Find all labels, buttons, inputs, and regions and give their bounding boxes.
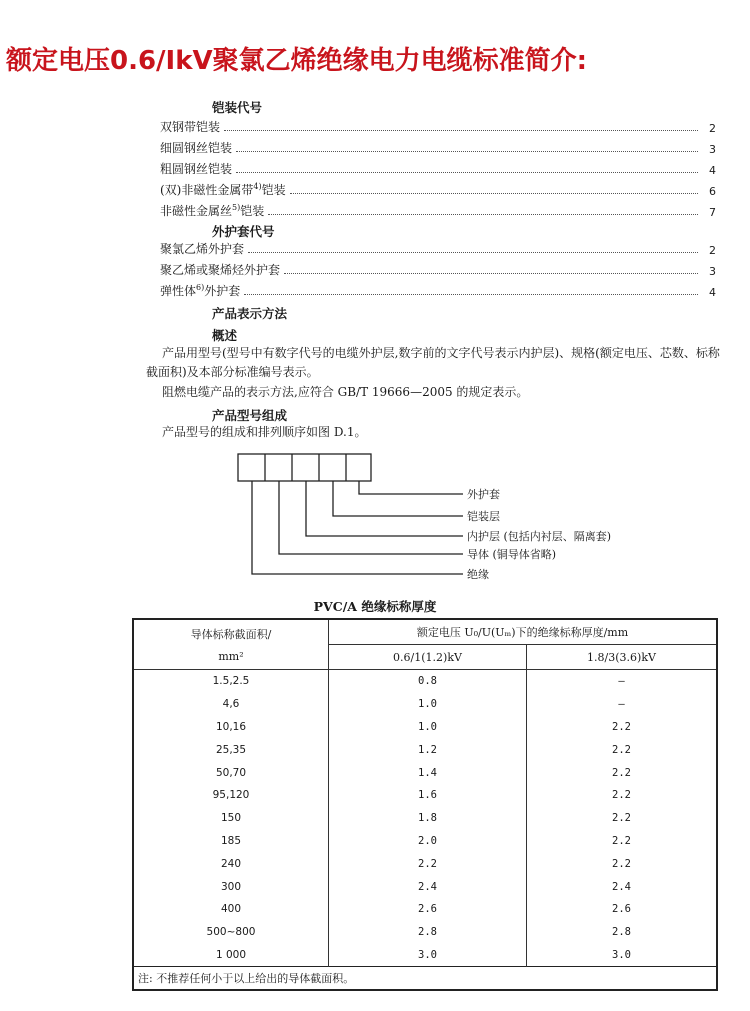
- sheath-item-label: [160, 240, 244, 257]
- cell-thickness-06-1kv: 2.8: [329, 921, 527, 944]
- cell-conductor-area: 500~800: [133, 921, 329, 944]
- armor-item: [160, 159, 716, 177]
- cell-thickness-06-1kv: 2.0: [329, 830, 527, 853]
- armor-item: [160, 180, 716, 198]
- armor-item-code: 3: [709, 143, 716, 156]
- leader-dots: [244, 294, 698, 295]
- sheath-item-text: 弹性体: [160, 284, 197, 298]
- leader-inner-sheath: [306, 481, 463, 536]
- table-row: [133, 784, 717, 807]
- insulation-thickness-table: [132, 618, 718, 991]
- cell-thickness-06-1kv: 2.6: [329, 898, 527, 921]
- armor-item-footnote: 5): [232, 203, 241, 212]
- cell-conductor-area: 4,6: [133, 693, 329, 716]
- cell-thickness-06-1kv: 2.2: [329, 852, 527, 875]
- leader-dots: [268, 214, 698, 215]
- armor-item-text: (双)非磁性金属带: [160, 183, 254, 197]
- sheath-heading: 外护套代号: [212, 224, 275, 239]
- col-conductor-area-header-line2: mm²: [218, 650, 244, 663]
- table-row: [133, 944, 717, 967]
- sheath-item-code: 4: [709, 286, 716, 299]
- armor-item-text: 双钢带铠装: [160, 120, 221, 134]
- cell-thickness-06-1kv: 1.2: [329, 738, 527, 761]
- cell-conductor-area: 1 000: [133, 944, 329, 967]
- model-diagram-lines: [0, 440, 750, 590]
- table-row: [133, 807, 717, 830]
- flame-retardant-paragraph: 阻燃电缆产品的表示方法,应符合 GB/T 19666—2005 的规定表示。: [162, 385, 529, 399]
- model-composition-heading: 产品型号组成: [212, 408, 288, 423]
- armor-item-code: 2: [709, 122, 716, 135]
- table-row: [133, 670, 717, 693]
- cell-conductor-area: 1.5,2.5: [133, 670, 329, 693]
- cell-conductor-area: 25,35: [133, 738, 329, 761]
- armor-item-code: 4: [709, 164, 716, 177]
- sheath-item-code: 3: [709, 265, 716, 278]
- cell-thickness-18-3kv: 2.2: [527, 761, 718, 784]
- cell-thickness-06-1kv: 1.8: [329, 807, 527, 830]
- armor-item-text: 细圆钢丝铠装: [160, 141, 233, 155]
- overview-paragraph: 产品用型号(型号中有数字代号的电缆外护层,数字前的文字代号表示内护层)、规格(额定电压、芯数、标称截面积)及本部分标准编号表示。: [146, 346, 720, 379]
- cell-conductor-area: 300: [133, 875, 329, 898]
- sheath-item-text: 聚乙烯或聚烯烃外护套: [160, 263, 281, 277]
- sheath-item: [160, 260, 716, 278]
- armor-item-text: 非磁性金属丝: [160, 204, 233, 218]
- cell-thickness-18-3kv: 2.8: [527, 921, 718, 944]
- sheath-item-label: [160, 261, 280, 278]
- table-row: [133, 898, 717, 921]
- table-body: [133, 670, 717, 967]
- table-row: [133, 693, 717, 716]
- leader-dots: [248, 252, 698, 253]
- armor-item: [160, 117, 716, 135]
- sheath-item: [160, 239, 716, 257]
- sheath-item-text: 聚氯乙烯外护套: [160, 242, 245, 256]
- label-insulation: 绝缘: [467, 568, 489, 581]
- table-row: [133, 830, 717, 853]
- cell-thickness-06-1kv: 0.8: [329, 670, 527, 693]
- leader-dots: [236, 151, 698, 152]
- model-boxes-outline: [238, 454, 371, 481]
- cell-thickness-18-3kv: 2.2: [527, 784, 718, 807]
- cell-conductor-area: 95,120: [133, 784, 329, 807]
- leader-armor: [333, 481, 463, 516]
- armor-item-label: [160, 181, 286, 198]
- leader-outer-sheath: [359, 481, 463, 494]
- cell-thickness-18-3kv: 2.2: [527, 830, 718, 853]
- col-conductor-area-header: [133, 619, 329, 670]
- label-inner-sheath: 内护层 (包括内衬层、隔离套): [467, 530, 612, 543]
- col-06-1kv-header: 0.6/1(1.2)kV: [329, 645, 527, 670]
- armor-item-label: [160, 139, 232, 156]
- sheath-item-label: [160, 282, 240, 299]
- cell-thickness-18-3kv: 2.4: [527, 875, 718, 898]
- cell-thickness-06-1kv: 1.6: [329, 784, 527, 807]
- armor-item-label: [160, 160, 232, 177]
- cell-thickness-06-1kv: 1.4: [329, 761, 527, 784]
- armor-item-code: 6: [709, 185, 716, 198]
- cell-thickness-06-1kv: 1.0: [329, 693, 527, 716]
- armor-heading: 铠装代号: [212, 100, 263, 115]
- cell-thickness-06-1kv: 3.0: [329, 944, 527, 967]
- cell-conductor-area: 150: [133, 807, 329, 830]
- cell-conductor-area: 240: [133, 852, 329, 875]
- cell-thickness-18-3kv: 2.2: [527, 807, 718, 830]
- armor-item: [160, 138, 716, 156]
- model-composition-paragraph: 产品型号的组成和排列顺序如图 D.1。: [162, 425, 367, 439]
- cell-thickness-18-3kv: —: [527, 693, 718, 716]
- cell-thickness-18-3kv: 2.2: [527, 738, 718, 761]
- representation-heading: 产品表示方法: [212, 306, 288, 321]
- armor-item-label: [160, 118, 220, 135]
- armor-item-footnote: 4): [253, 182, 262, 191]
- cell-thickness-06-1kv: 2.4: [329, 875, 527, 898]
- armor-item-suffix: 铠装: [240, 204, 265, 218]
- label-outer-sheath: 外护套: [467, 488, 500, 501]
- table-note: 注: 不推荐任何小于以上给出的导体截面积。: [133, 967, 717, 991]
- armor-item: [160, 201, 716, 219]
- col-conductor-area-header-line1: 导体标称截面积/: [190, 628, 272, 641]
- sheath-item: [160, 281, 716, 299]
- cell-conductor-area: 400: [133, 898, 329, 921]
- sheath-item-suffix: 外护套: [204, 284, 241, 298]
- leader-dots: [236, 172, 698, 173]
- col-18-3kv-header: 1.8/3(3.6)kV: [527, 645, 718, 670]
- table-row: [133, 716, 717, 739]
- voltage-group-header: 额定电压 U₀/U(Uₘ)下的绝缘标称厚度/mm: [329, 619, 718, 645]
- cell-conductor-area: 185: [133, 830, 329, 853]
- table-title: PVC/A 绝缘标称厚度: [313, 599, 437, 614]
- cell-thickness-06-1kv: 1.0: [329, 716, 527, 739]
- table-row: [133, 852, 717, 875]
- table-row: [133, 875, 717, 898]
- cell-thickness-18-3kv: 2.2: [527, 716, 718, 739]
- cell-thickness-18-3kv: 3.0: [527, 944, 718, 967]
- armor-item-suffix: 铠装: [261, 183, 286, 197]
- table-row: [133, 738, 717, 761]
- armor-item-text: 粗圆钢丝铠装: [160, 162, 233, 176]
- table-row: [133, 921, 717, 944]
- label-conductor: 导体 (铜导体省略): [467, 548, 557, 561]
- cell-thickness-18-3kv: 2.6: [527, 898, 718, 921]
- cell-conductor-area: 10,16: [133, 716, 329, 739]
- cell-thickness-18-3kv: —: [527, 670, 718, 693]
- sheath-item-code: 2: [709, 244, 716, 257]
- overview-heading: 概述: [212, 328, 238, 343]
- leader-insulation: [252, 481, 463, 574]
- leader-dots: [224, 130, 698, 131]
- label-armor-layer: 铠装层: [467, 510, 500, 523]
- cell-thickness-18-3kv: 2.2: [527, 852, 718, 875]
- table-row: [133, 761, 717, 784]
- leader-dots: [284, 273, 698, 274]
- armor-item-label: [160, 202, 264, 219]
- leader-dots: [290, 193, 698, 194]
- armor-item-code: 7: [709, 206, 716, 219]
- page-title: 额定电压0.6/IkV聚氯乙烯绝缘电力电缆标准简介:: [6, 46, 588, 76]
- model-diagram: [0, 440, 750, 590]
- cell-conductor-area: 50,70: [133, 761, 329, 784]
- sheath-item-footnote: 6): [196, 283, 205, 292]
